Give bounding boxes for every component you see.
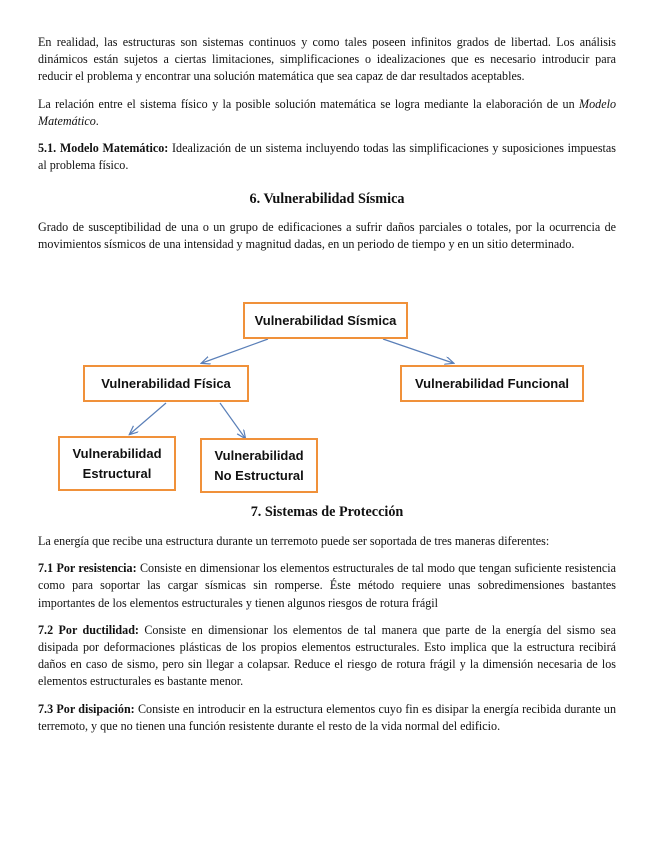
node-root-label: Vulnerabilidad Sísmica	[254, 312, 397, 328]
definition-label: 5.1. Modelo Matemático:	[38, 141, 169, 156]
diagram-node-vulnerabilidad-estructural	[58, 436, 176, 491]
section-6-body	[38, 219, 616, 253]
node-estructural-line1: Vulnerabilidad	[72, 445, 162, 461]
node-funcional-label: Vulnerabilidad Funcional	[414, 375, 570, 391]
item-2-text: Consiste en dimensionar los elementos de tal manera que parte de la energía del sismo sea disipada por deformaciones plásticas de los propios elementos estructurales. Esto implica que la estructura recibirá daños en caso de sismo, pero sin llegar a colapsar. Reduce el riesgo de rotura frágil y la dimensión necesaria de los elementos estructurales es bastante menor.	[38, 622, 616, 689]
section-6-heading: 6. Vulnerabilidad Sísmica	[249, 191, 405, 207]
section-6-paragraph: Grado de susceptibilidad de una o un grupo de edificaciones a sufrir daños parciales o totales, por la ocurrencia de movimientos sísmicos de una intensidad y magnitud dadas, en un periodo de tiempo y en un sitio determinado.	[38, 220, 616, 252]
section-7-intro: La energía que recibe una estructura durante un terremoto puede ser soportada de tres maneras diferentes:	[38, 534, 550, 548]
arrow-root-to-fisica	[202, 339, 268, 363]
node-no-estructural-line2: No Estructural	[214, 467, 304, 483]
intro-paragraph-2-text: La relación entre el sistema físico y la posible solución matemática se logra mediante la elaboración de un	[38, 96, 575, 111]
diagram-node-vulnerabilidad-sismica	[243, 302, 408, 339]
diagram-node-vulnerabilidad-fisica	[83, 365, 249, 402]
intro-section	[38, 34, 616, 174]
item-1-text: Consiste en dimensionar los elementos estructurales de tal modo que tengan suficiente resistencia como para soportar las cargar sísmicas sin romperse. Éste método requiere unas sobredimensiones bastantes importantes de los elementos estructurales y tienen algunos riesgos de rotura frágil	[38, 561, 616, 610]
node-no-estructural-line1: Vulnerabilidad	[214, 447, 304, 463]
intro-paragraph-2-end: .	[95, 113, 99, 128]
definition-modelo-matematico	[38, 140, 616, 174]
node-fisica-label: Vulnerabilidad Física	[101, 375, 231, 391]
item-por-resistencia	[38, 560, 616, 612]
intro-paragraph-2	[38, 96, 616, 130]
diagram-node-vulnerabilidad-no-estructural	[200, 438, 318, 493]
item-por-disipacion	[38, 701, 616, 735]
item-2-label: 7.2 Por ductilidad:	[38, 622, 139, 637]
section-7-heading-wrap	[38, 503, 616, 521]
modelo-matematico-italic: Modelo Matemático	[38, 96, 616, 128]
section-7-heading: 7. Sistemas de Protección	[250, 504, 404, 520]
definition-text: Idealización de un sistema incluyendo todas las simplificaciones y suposiciones impuestas al problema físico.	[38, 141, 616, 173]
node-estructural-line2: Estructural	[82, 465, 152, 481]
arrow-fisica-to-estructural	[130, 403, 166, 434]
section-7-body	[38, 533, 616, 735]
item-3-text: Consiste en introducir en la estructura elementos cuyo fin es disipar la energía recibida durante un terremoto, y que no tienen una función resistente durante el resto de la vida normal del edificio.	[38, 701, 617, 733]
item-3-label: 7.3 Por disipación:	[38, 701, 135, 716]
section-6-heading-wrap	[38, 190, 616, 208]
intro-paragraph-1: En realidad, las estructuras son sistemas continuos y como tales poseen infinitos grados de libertad. Los análisis dinámicos están sujetos a ciertas limitaciones, simplificaciones o idealizaciones que es necesario introducir para reducir el problema y encontrar una solución matemática que sea capaz de dar resultados aceptables.	[38, 35, 616, 84]
diagram-node-vulnerabilidad-funcional	[400, 365, 584, 402]
arrow-fisica-to-no-estructural	[220, 403, 245, 438]
arrow-root-to-funcional	[383, 339, 453, 363]
item-1-label: 7.1 Por resistencia:	[38, 561, 137, 576]
item-por-ductilidad	[38, 622, 616, 691]
